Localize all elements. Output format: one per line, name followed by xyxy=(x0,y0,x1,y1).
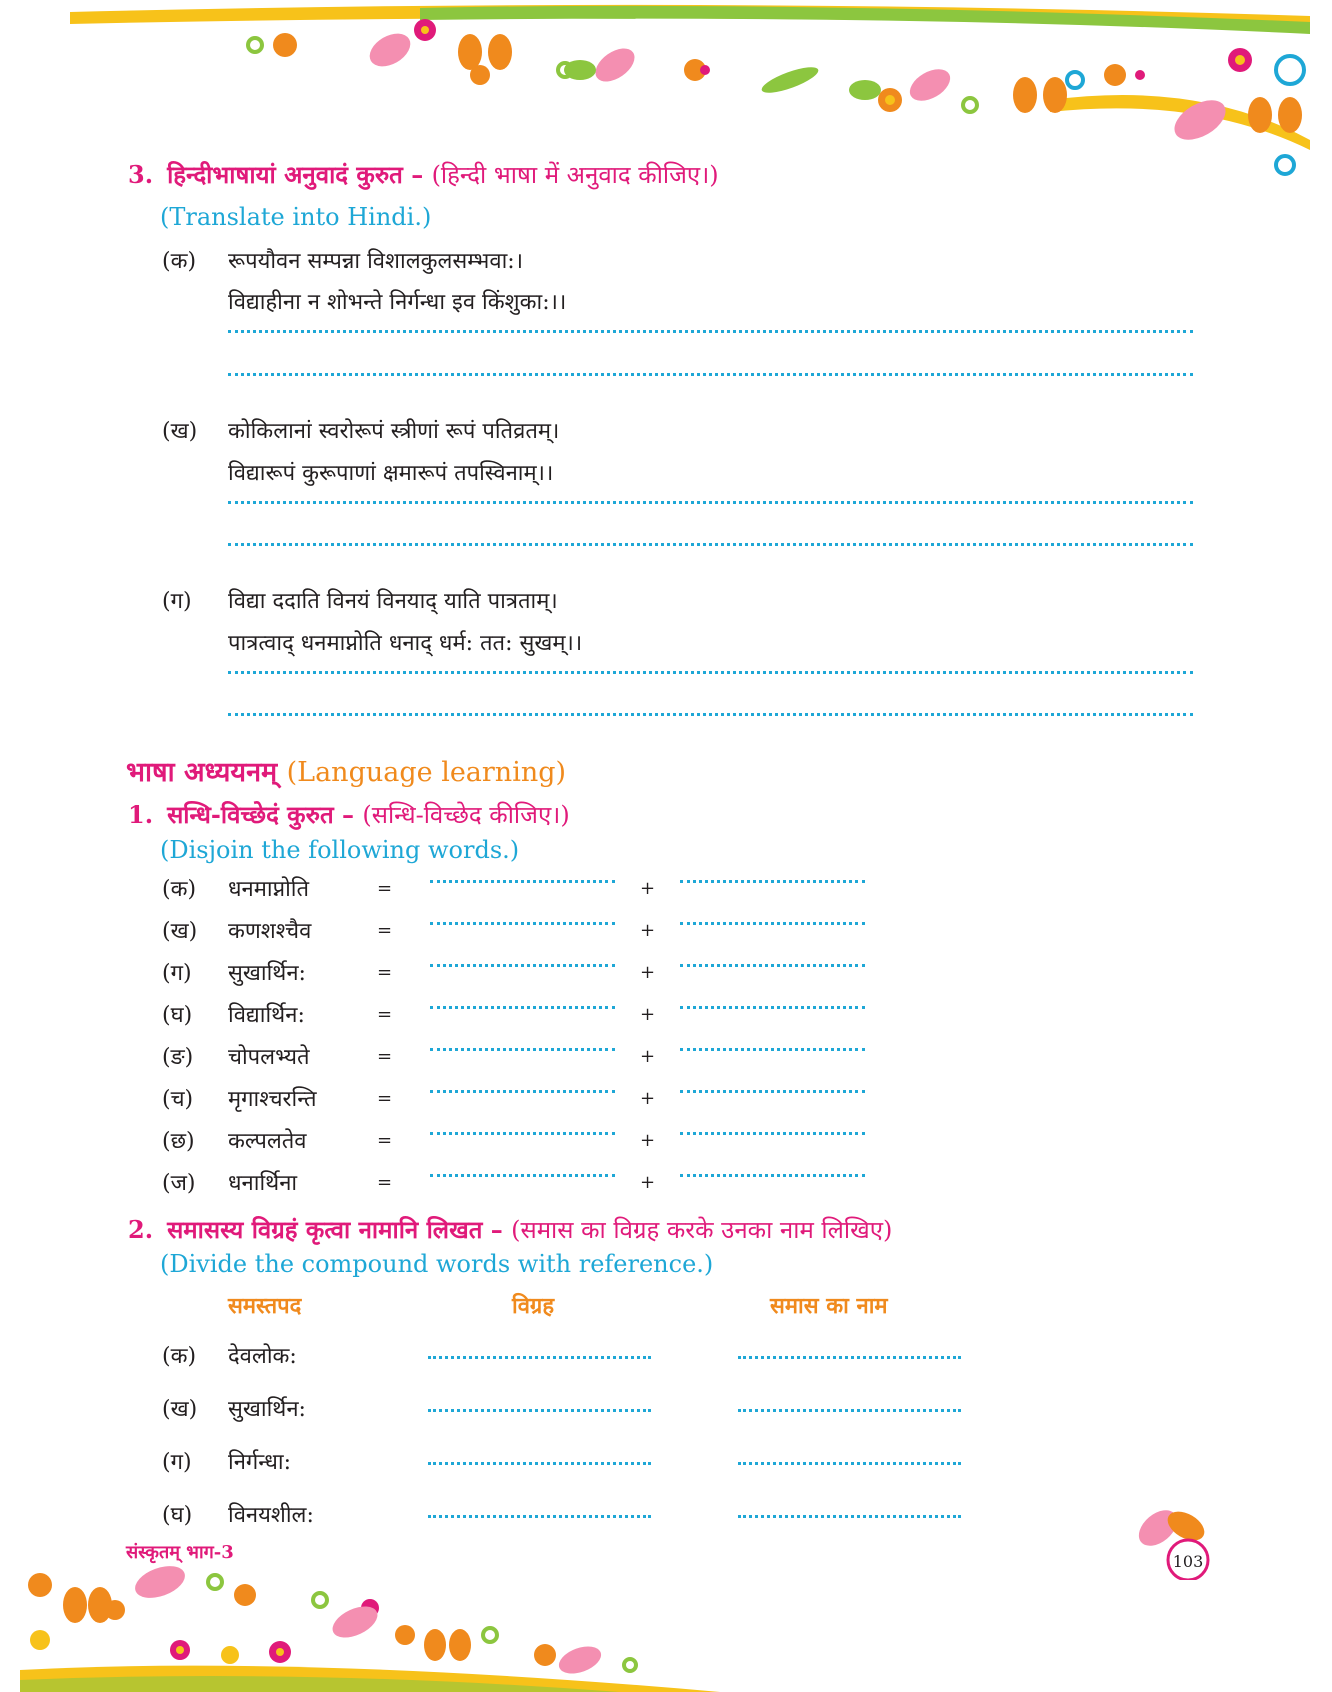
samasa-question-title xyxy=(128,1213,892,1246)
sandhi-word: मृगाश्चरन्ति xyxy=(228,1087,317,1112)
plus-sign: + xyxy=(640,1046,656,1067)
plus-sign: + xyxy=(640,878,656,899)
verse-line: विद्या ददाति विनयं विनयाद् याति पात्रताम्। xyxy=(228,589,558,614)
answer-blank[interactable] xyxy=(430,1048,615,1051)
sandhi-word: सुखार्थिन: xyxy=(228,961,306,986)
question-hint: (हिन्दी भाषा में अनुवाद कीजिए।) xyxy=(431,161,719,189)
row-label: (ज) xyxy=(162,1171,196,1196)
verse-line: रूपयौवन सम्पन्ना विशालकुलसम्भवा:। xyxy=(228,249,524,274)
page-number: 103 xyxy=(1172,1552,1204,1571)
row-label: (च) xyxy=(162,1087,194,1112)
plus-sign: + xyxy=(640,1172,656,1193)
answer-blank[interactable] xyxy=(430,1132,615,1135)
equals-sign: = xyxy=(377,1130,393,1151)
answer-line[interactable] xyxy=(228,543,1193,546)
compound-word: सुखार्थिन: xyxy=(228,1397,306,1422)
row-label: (क) xyxy=(162,877,197,902)
answer-line[interactable] xyxy=(228,373,1193,376)
row-label: (ग) xyxy=(162,1450,192,1475)
verse-line: विद्याहीना न शोभन्ते निर्गन्धा इव किंशुका:।। xyxy=(228,290,567,315)
analysis-blank[interactable] xyxy=(428,1409,651,1412)
sandhi-word: कणशश्चैव xyxy=(228,919,312,944)
samasa-name-blank[interactable] xyxy=(738,1515,961,1518)
answer-blank[interactable] xyxy=(680,1006,865,1009)
answer-blank[interactable] xyxy=(430,964,615,967)
equals-sign: = xyxy=(377,1088,393,1109)
answer-blank[interactable] xyxy=(430,1006,615,1009)
sandhi-word: धनार्थिना xyxy=(228,1171,298,1196)
sandhi-word: धनमाप्नोति xyxy=(228,877,310,902)
answer-blank[interactable] xyxy=(680,964,865,967)
verse-line: कोकिलानां स्वरोरूपं स्त्रीणां रूपं पतिव्रतम्। xyxy=(228,419,560,444)
column-header-analysis: विग्रह xyxy=(512,1293,555,1319)
row-label: (घ) xyxy=(162,1003,193,1028)
analysis-blank[interactable] xyxy=(428,1356,651,1359)
answer-blank[interactable] xyxy=(680,1090,865,1093)
answer-line[interactable] xyxy=(228,330,1193,333)
sandhi-word: चोपलभ्यते xyxy=(228,1045,310,1070)
section-title: भाषा अध्ययनम् xyxy=(126,757,278,788)
bottom-floral-border xyxy=(0,1560,1332,1692)
answer-line[interactable] xyxy=(228,671,1193,674)
row-label: (ख) xyxy=(162,919,198,944)
book-title: संस्कृतम् भाग-3 xyxy=(126,1542,234,1563)
question-title-text: समासस्य विग्रहं कृत्वा नामानि लिखत – xyxy=(167,1215,503,1244)
answer-blank[interactable] xyxy=(430,1174,615,1177)
answer-blank[interactable] xyxy=(680,880,865,883)
plus-sign: + xyxy=(640,1130,656,1151)
question-title-text: हिन्दीभाषायां अनुवादं कुरुत – xyxy=(167,160,424,189)
translation-question-title xyxy=(128,158,719,191)
plus-sign: + xyxy=(640,962,656,983)
equals-sign: = xyxy=(377,920,393,941)
equals-sign: = xyxy=(377,878,393,899)
compound-word: विनयशील: xyxy=(228,1503,314,1528)
row-label: (क) xyxy=(162,1344,197,1369)
column-header-compound: समस्तपद xyxy=(228,1293,302,1319)
answer-line[interactable] xyxy=(228,713,1193,716)
verse-label: (ग) xyxy=(162,589,192,614)
analysis-blank[interactable] xyxy=(428,1515,651,1518)
samasa-english-instruction: (Divide the compound words with reference.) xyxy=(160,1250,714,1278)
answer-blank[interactable] xyxy=(430,880,615,883)
compound-word: देवलोक: xyxy=(228,1344,297,1369)
row-label: (छ) xyxy=(162,1129,195,1154)
answer-blank[interactable] xyxy=(430,922,615,925)
analysis-blank[interactable] xyxy=(428,1462,651,1465)
equals-sign: = xyxy=(377,962,393,983)
row-label: (ङ) xyxy=(162,1045,194,1070)
question-number: 1. xyxy=(128,800,154,829)
row-label: (घ) xyxy=(162,1503,193,1528)
compound-word: निर्गन्धा: xyxy=(228,1450,292,1475)
sandhi-question-title xyxy=(128,798,570,831)
answer-blank[interactable] xyxy=(430,1090,615,1093)
verse-line: विद्यारूपं कुरूपाणां क्षमारूपं तपस्विनाम्।। xyxy=(228,461,554,486)
answer-blank[interactable] xyxy=(680,1132,865,1135)
answer-blank[interactable] xyxy=(680,922,865,925)
question-hint: (सन्धि-विच्छेद कीजिए।) xyxy=(362,801,570,829)
question-number: 3. xyxy=(128,160,154,189)
column-header-samasa-name: समास का नाम xyxy=(770,1293,888,1319)
equals-sign: = xyxy=(377,1046,393,1067)
section-english: (Language learning) xyxy=(286,757,567,788)
sandhi-word: विद्यार्थिन: xyxy=(228,1003,305,1028)
language-learning-heading xyxy=(126,752,566,789)
answer-blank[interactable] xyxy=(680,1048,865,1051)
row-label: (ग) xyxy=(162,961,192,986)
question-title-text: सन्धि-विच्छेदं कुरुत – xyxy=(167,800,355,829)
equals-sign: = xyxy=(377,1004,393,1025)
translation-english-instruction: (Translate into Hindi.) xyxy=(160,203,432,231)
samasa-name-blank[interactable] xyxy=(738,1356,961,1359)
verse-label: (क) xyxy=(162,249,197,274)
verse-label: (ख) xyxy=(162,419,198,444)
verse-line: पात्रत्वाद् धनमाप्नोति धनाद् धर्म: तत: सुखम्।। xyxy=(228,631,583,656)
question-hint: (समास का विग्रह करके उनका नाम लिखिए) xyxy=(511,1216,893,1244)
sandhi-word: कल्पलतेव xyxy=(228,1129,307,1154)
answer-blank[interactable] xyxy=(680,1174,865,1177)
samasa-name-blank[interactable] xyxy=(738,1462,961,1465)
samasa-name-blank[interactable] xyxy=(738,1409,961,1412)
plus-sign: + xyxy=(640,920,656,941)
answer-line[interactable] xyxy=(228,501,1193,504)
row-label: (ख) xyxy=(162,1397,198,1422)
sandhi-english-instruction: (Disjoin the following words.) xyxy=(160,836,520,864)
question-number: 2. xyxy=(128,1215,154,1244)
plus-sign: + xyxy=(640,1088,656,1109)
equals-sign: = xyxy=(377,1172,393,1193)
plus-sign: + xyxy=(640,1004,656,1025)
